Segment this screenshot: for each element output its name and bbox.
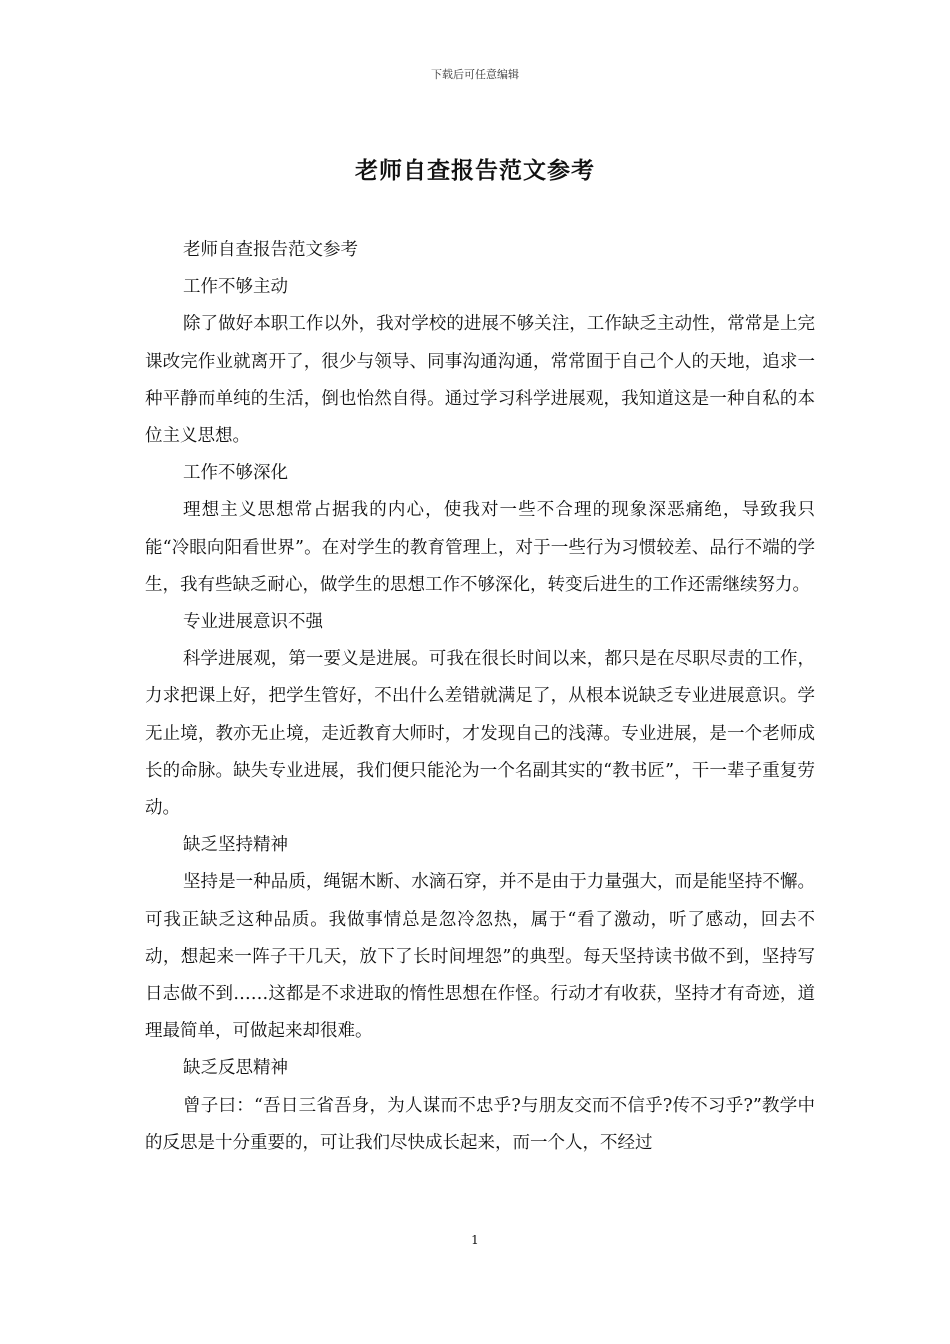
- page-number: 1: [471, 1233, 479, 1247]
- body-paragraph: 曾子曰：“吾日三省吾身，为人谋而不忠乎?与朋友交而不信乎?传不习乎?”教学中的反思是十分重要的，可让我们尽快成长起来，而一个人，不经过: [145, 1095, 815, 1153]
- body-paragraph: 理想主义思想常占据我的内心，使我对一些不合理的现象深恶痛绝，导致我只能“冷眼向阳看世界”。在对学生的教育管理上，对于一些行为习惯较差、品行不端的学生，我有些缺乏耐心，做学生的思想工作不够深化，转变后进生的工作还需继续努力。: [145, 500, 815, 595]
- document-body: [145, 232, 815, 1162]
- document-title: 老师自查报告范文参考: [355, 157, 595, 184]
- body-paragraph: 除了做好本职工作以外，我对学校的进展不够关注，工作缺乏主动性，常常是上完课改完作业就离开了，很少与领导、同事沟通沟通，常常囿于自己个人的天地，追求一种平静而单纯的生活，倒也怡然自得。通过学习科学进展观，我知道这是一种自私的本位主义思想。: [145, 314, 815, 447]
- header-note: 下载后可任意编辑: [431, 68, 519, 81]
- intro-line: 老师自查报告范文参考: [183, 240, 358, 260]
- section-heading: 专业进展意识不强: [183, 612, 323, 633]
- section-heading: 工作不够深化: [183, 463, 288, 484]
- body-paragraph: 坚持是一种品质，绳锯木断、水滴石穿，并不是由于力量强大，而是能坚持不懈。可我正缺乏这种品质。我做事情总是忽冷忽热，属于“看了激动，听了感动，回去不动，想起来一阵子干几天，放下了长时间埋怨”的典型。每天坚持读书做不到，坚持写日志做不到……这都是不求进取的惰性思想在作怪。行动才有收获，坚持才有奇迹，道理最简单，可做起来却很难。: [145, 872, 815, 1042]
- section-heading: 工作不够主动: [183, 277, 288, 298]
- section-heading: 缺乏反思精神: [183, 1058, 288, 1079]
- section-heading: 缺乏坚持精神: [183, 835, 288, 856]
- body-paragraph: 科学进展观，第一要义是进展。可我在很长时间以来，都只是在尽职尽责的工作，力求把课上好，把学生管好，不出什么差错就满足了，从根本说缺乏专业进展意识。学无止境，教亦无止境，走近教育大师时，才发现自己的浅薄。专业进展，是一个老师成长的命脉。缺失专业进展，我们便只能沦为一个名副其实的“教书匠”，干一辈子重复劳动。: [145, 649, 815, 819]
